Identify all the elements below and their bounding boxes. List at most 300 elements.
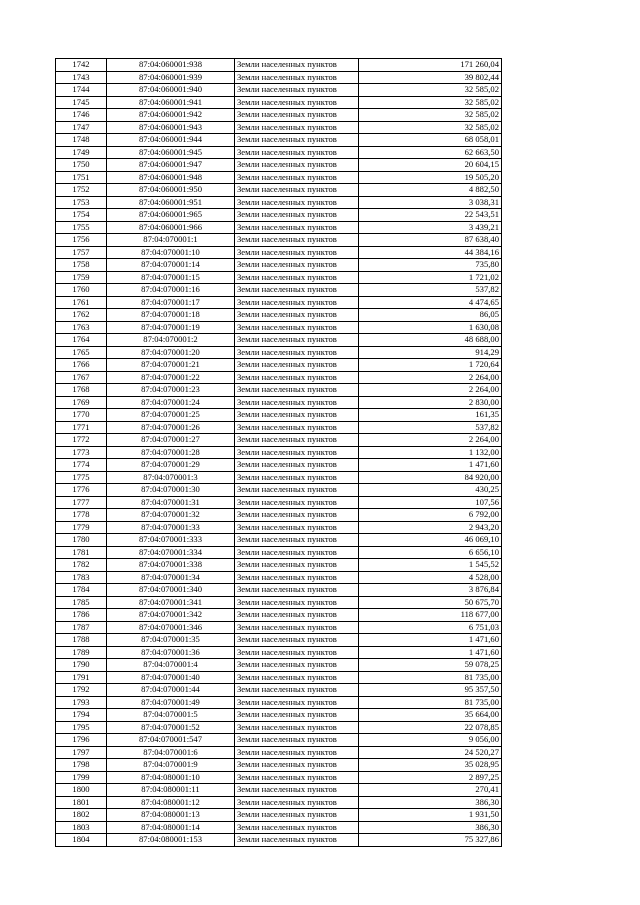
table-row bbox=[56, 709, 502, 722]
cadastral-value-cell: 3 876,84 bbox=[359, 584, 502, 597]
land-category-cell: Земли населенных пунктов bbox=[235, 796, 359, 809]
land-category-cell: Земли населенных пунктов bbox=[235, 784, 359, 797]
row-number-cell: 1757 bbox=[56, 246, 107, 259]
row-number-cell: 1798 bbox=[56, 759, 107, 772]
cadastral-value-cell: 32 585,02 bbox=[359, 109, 502, 122]
cadastral-value-cell: 2 897,25 bbox=[359, 771, 502, 784]
cadastral-value-cell: 2 264,00 bbox=[359, 434, 502, 447]
land-category-cell: Земли населенных пунктов bbox=[235, 334, 359, 347]
land-category-cell: Земли населенных пунктов bbox=[235, 146, 359, 159]
land-category-cell: Земли населенных пунктов bbox=[235, 646, 359, 659]
row-number-cell: 1755 bbox=[56, 221, 107, 234]
cadastral-number-cell: 87:04:060001:939 bbox=[107, 71, 235, 84]
cadastral-number-cell: 87:04:070001:346 bbox=[107, 621, 235, 634]
cadastral-number-cell: 87:04:070001:334 bbox=[107, 546, 235, 559]
table-row bbox=[56, 784, 502, 797]
table-row bbox=[56, 121, 502, 134]
cadastral-number-cell: 87:04:070001:17 bbox=[107, 296, 235, 309]
table-row bbox=[56, 359, 502, 372]
table-row bbox=[56, 109, 502, 122]
table-row bbox=[56, 684, 502, 697]
row-number-cell: 1747 bbox=[56, 121, 107, 134]
cadastral-value-cell: 35 664,00 bbox=[359, 709, 502, 722]
land-category-cell: Земли населенных пунктов bbox=[235, 559, 359, 572]
cadastral-value-cell: 1 721,02 bbox=[359, 271, 502, 284]
row-number-cell: 1765 bbox=[56, 346, 107, 359]
row-number-cell: 1778 bbox=[56, 509, 107, 522]
land-category-cell: Земли населенных пунктов bbox=[235, 684, 359, 697]
land-category-cell: Земли населенных пунктов bbox=[235, 159, 359, 172]
cadastral-number-cell: 87:04:070001:32 bbox=[107, 509, 235, 522]
table-row bbox=[56, 321, 502, 334]
cadastral-number-cell: 87:04:060001:942 bbox=[107, 109, 235, 122]
cadastral-number-cell: 87:04:070001:36 bbox=[107, 646, 235, 659]
table-row bbox=[56, 559, 502, 572]
row-number-cell: 1763 bbox=[56, 321, 107, 334]
table-row bbox=[56, 134, 502, 147]
cadastral-value-cell: 22 543,51 bbox=[359, 209, 502, 222]
cadastral-value-cell: 3 038,31 bbox=[359, 196, 502, 209]
cadastral-number-cell: 87:04:070001:1 bbox=[107, 234, 235, 247]
row-number-cell: 1784 bbox=[56, 584, 107, 597]
row-number-cell: 1776 bbox=[56, 484, 107, 497]
table-row bbox=[56, 371, 502, 384]
row-number-cell: 1791 bbox=[56, 671, 107, 684]
table-row bbox=[56, 721, 502, 734]
cadastral-value-cell: 1 471,60 bbox=[359, 634, 502, 647]
table-row bbox=[56, 334, 502, 347]
row-number-cell: 1744 bbox=[56, 84, 107, 97]
land-category-cell: Земли населенных пунктов bbox=[235, 659, 359, 672]
land-category-cell: Земли населенных пунктов bbox=[235, 759, 359, 772]
land-category-cell: Земли населенных пунктов bbox=[235, 59, 359, 72]
row-number-cell: 1742 bbox=[56, 59, 107, 72]
land-category-cell: Земли населенных пунктов bbox=[235, 109, 359, 122]
cadastral-number-cell: 87:04:060001:940 bbox=[107, 84, 235, 97]
row-number-cell: 1799 bbox=[56, 771, 107, 784]
land-category-cell: Земли населенных пунктов bbox=[235, 771, 359, 784]
cadastral-number-cell: 87:04:080001:153 bbox=[107, 834, 235, 847]
table-row bbox=[56, 146, 502, 159]
table-row bbox=[56, 609, 502, 622]
table-row bbox=[56, 596, 502, 609]
land-category-cell: Земли населенных пунктов bbox=[235, 309, 359, 322]
cadastral-value-cell: 107,56 bbox=[359, 496, 502, 509]
land-category-cell: Земли населенных пунктов bbox=[235, 534, 359, 547]
table-row bbox=[56, 271, 502, 284]
row-number-cell: 1794 bbox=[56, 709, 107, 722]
land-category-cell: Земли населенных пунктов bbox=[235, 134, 359, 147]
cadastral-number-cell: 87:04:080001:10 bbox=[107, 771, 235, 784]
cadastral-value-cell: 386,30 bbox=[359, 796, 502, 809]
cadastral-value-cell: 46 069,10 bbox=[359, 534, 502, 547]
row-number-cell: 1801 bbox=[56, 796, 107, 809]
cadastral-number-cell: 87:04:070001:22 bbox=[107, 371, 235, 384]
table-row bbox=[56, 584, 502, 597]
cadastral-value-cell: 75 327,86 bbox=[359, 834, 502, 847]
cadastral-number-cell: 87:04:070001:9 bbox=[107, 759, 235, 772]
cadastral-number-cell: 87:04:070001:5 bbox=[107, 709, 235, 722]
land-category-cell: Земли населенных пунктов bbox=[235, 721, 359, 734]
land-category-cell: Земли населенных пунктов bbox=[235, 296, 359, 309]
row-number-cell: 1749 bbox=[56, 146, 107, 159]
cadastral-value-cell: 4 882,50 bbox=[359, 184, 502, 197]
cadastral-value-cell: 87 638,40 bbox=[359, 234, 502, 247]
table-row bbox=[56, 171, 502, 184]
cadastral-value-cell: 9 056,00 bbox=[359, 734, 502, 747]
cadastral-value-cell: 2 264,00 bbox=[359, 384, 502, 397]
cadastral-number-cell: 87:04:060001:947 bbox=[107, 159, 235, 172]
land-category-cell: Земли населенных пунктов bbox=[235, 521, 359, 534]
table-row bbox=[56, 96, 502, 109]
cadastral-value-cell: 32 585,02 bbox=[359, 121, 502, 134]
row-number-cell: 1788 bbox=[56, 634, 107, 647]
table-row bbox=[56, 284, 502, 297]
cadastral-number-cell: 87:04:070001:23 bbox=[107, 384, 235, 397]
cadastral-number-cell: 87:04:070001:19 bbox=[107, 321, 235, 334]
land-category-cell: Земли населенных пунктов bbox=[235, 171, 359, 184]
cadastral-value-cell: 735,80 bbox=[359, 259, 502, 272]
cadastral-number-cell: 87:04:070001:2 bbox=[107, 334, 235, 347]
table-row bbox=[56, 834, 502, 847]
cadastral-value-cell: 6 656,10 bbox=[359, 546, 502, 559]
land-category-cell: Земли населенных пунктов bbox=[235, 346, 359, 359]
cadastral-value-cell: 95 357,50 bbox=[359, 684, 502, 697]
table-row bbox=[56, 421, 502, 434]
cadastral-value-cell: 1 630,08 bbox=[359, 321, 502, 334]
row-number-cell: 1751 bbox=[56, 171, 107, 184]
land-category-cell: Земли населенных пунктов bbox=[235, 609, 359, 622]
row-number-cell: 1764 bbox=[56, 334, 107, 347]
land-category-cell: Земли населенных пунктов bbox=[235, 496, 359, 509]
row-number-cell: 1797 bbox=[56, 746, 107, 759]
land-category-cell: Земли населенных пунктов bbox=[235, 509, 359, 522]
table-row bbox=[56, 484, 502, 497]
land-category-cell: Земли населенных пунктов bbox=[235, 834, 359, 847]
cadastral-value-cell: 3 439,21 bbox=[359, 221, 502, 234]
land-category-cell: Земли населенных пунктов bbox=[235, 571, 359, 584]
land-category-cell: Земли населенных пунктов bbox=[235, 321, 359, 334]
land-category-cell: Земли населенных пунктов bbox=[235, 71, 359, 84]
table-row bbox=[56, 496, 502, 509]
cadastral-number-cell: 87:04:070001:30 bbox=[107, 484, 235, 497]
cadastral-number-cell: 87:04:060001:945 bbox=[107, 146, 235, 159]
cadastral-value-cell: 4 528,00 bbox=[359, 571, 502, 584]
row-number-cell: 1789 bbox=[56, 646, 107, 659]
cadastral-number-cell: 87:04:080001:14 bbox=[107, 821, 235, 834]
cadastral-number-cell: 87:04:070001:40 bbox=[107, 671, 235, 684]
table-row bbox=[56, 71, 502, 84]
table-row bbox=[56, 446, 502, 459]
table-row bbox=[56, 521, 502, 534]
cadastral-value-cell: 6 751,03 bbox=[359, 621, 502, 634]
cadastral-value-cell: 1 471,60 bbox=[359, 646, 502, 659]
cadastral-value-cell: 32 585,02 bbox=[359, 96, 502, 109]
table-row bbox=[56, 634, 502, 647]
cadastral-value-cell: 171 260,04 bbox=[359, 59, 502, 72]
cadastral-value-cell: 2 264,00 bbox=[359, 371, 502, 384]
cadastral-value-cell: 6 792,00 bbox=[359, 509, 502, 522]
table-row bbox=[56, 234, 502, 247]
land-category-cell: Земли населенных пунктов bbox=[235, 221, 359, 234]
land-category-cell: Земли населенных пунктов bbox=[235, 409, 359, 422]
cadastral-number-cell: 87:04:070001:20 bbox=[107, 346, 235, 359]
row-number-cell: 1762 bbox=[56, 309, 107, 322]
table-row bbox=[56, 434, 502, 447]
cadastral-number-cell: 87:04:060001:951 bbox=[107, 196, 235, 209]
row-number-cell: 1743 bbox=[56, 71, 107, 84]
cadastral-number-cell: 87:04:060001:944 bbox=[107, 134, 235, 147]
cadastral-number-cell: 87:04:060001:941 bbox=[107, 96, 235, 109]
cadastral-number-cell: 87:04:060001:950 bbox=[107, 184, 235, 197]
table-row bbox=[56, 696, 502, 709]
row-number-cell: 1769 bbox=[56, 396, 107, 409]
cadastral-number-cell: 87:04:070001:25 bbox=[107, 409, 235, 422]
cadastral-value-cell: 59 078,25 bbox=[359, 659, 502, 672]
row-number-cell: 1787 bbox=[56, 621, 107, 634]
cadastral-number-cell: 87:04:070001:338 bbox=[107, 559, 235, 572]
cadastral-number-cell: 87:04:070001:6 bbox=[107, 746, 235, 759]
cadastral-value-cell: 1 545,52 bbox=[359, 559, 502, 572]
row-number-cell: 1772 bbox=[56, 434, 107, 447]
cadastral-value-cell: 62 663,50 bbox=[359, 146, 502, 159]
table-row bbox=[56, 209, 502, 222]
table-row bbox=[56, 746, 502, 759]
row-number-cell: 1754 bbox=[56, 209, 107, 222]
cadastral-number-cell: 87:04:070001:18 bbox=[107, 309, 235, 322]
table-row bbox=[56, 196, 502, 209]
land-category-cell: Земли населенных пунктов bbox=[235, 196, 359, 209]
cadastral-value-cell: 81 735,00 bbox=[359, 671, 502, 684]
land-category-cell: Земли населенных пунктов bbox=[235, 84, 359, 97]
cadastral-value-cell: 1 132,00 bbox=[359, 446, 502, 459]
table-row bbox=[56, 471, 502, 484]
cadastral-number-cell: 87:04:070001:34 bbox=[107, 571, 235, 584]
row-number-cell: 1800 bbox=[56, 784, 107, 797]
cadastral-value-cell: 86,05 bbox=[359, 309, 502, 322]
table-row bbox=[56, 796, 502, 809]
table-row bbox=[56, 646, 502, 659]
table-row bbox=[56, 809, 502, 822]
table-row bbox=[56, 84, 502, 97]
land-category-cell: Земли населенных пунктов bbox=[235, 546, 359, 559]
land-category-cell: Земли населенных пунктов bbox=[235, 184, 359, 197]
cadastral-value-cell: 39 802,44 bbox=[359, 71, 502, 84]
cadastral-number-cell: 87:04:070001:341 bbox=[107, 596, 235, 609]
land-category-cell: Земли населенных пунктов bbox=[235, 709, 359, 722]
cadastral-number-cell: 87:04:070001:10 bbox=[107, 246, 235, 259]
row-number-cell: 1785 bbox=[56, 596, 107, 609]
cadastral-value-cell: 1 931,50 bbox=[359, 809, 502, 822]
cadastral-number-cell: 87:04:060001:965 bbox=[107, 209, 235, 222]
table-row bbox=[56, 346, 502, 359]
row-number-cell: 1783 bbox=[56, 571, 107, 584]
row-number-cell: 1780 bbox=[56, 534, 107, 547]
row-number-cell: 1750 bbox=[56, 159, 107, 172]
row-number-cell: 1745 bbox=[56, 96, 107, 109]
land-category-cell: Земли населенных пунктов bbox=[235, 96, 359, 109]
land-category-cell: Земли населенных пунктов bbox=[235, 246, 359, 259]
row-number-cell: 1790 bbox=[56, 659, 107, 672]
row-number-cell: 1802 bbox=[56, 809, 107, 822]
row-number-cell: 1756 bbox=[56, 234, 107, 247]
table-row bbox=[56, 259, 502, 272]
land-category-cell: Земли населенных пунктов bbox=[235, 284, 359, 297]
cadastral-number-cell: 87:04:060001:948 bbox=[107, 171, 235, 184]
row-number-cell: 1771 bbox=[56, 421, 107, 434]
land-category-cell: Земли населенных пунктов bbox=[235, 459, 359, 472]
row-number-cell: 1761 bbox=[56, 296, 107, 309]
table-row bbox=[56, 309, 502, 322]
land-category-cell: Земли населенных пунктов bbox=[235, 746, 359, 759]
cadastral-value-cell: 386,30 bbox=[359, 821, 502, 834]
registry-table-body bbox=[56, 59, 502, 847]
cadastral-value-cell: 19 505,20 bbox=[359, 171, 502, 184]
land-category-cell: Земли населенных пунктов bbox=[235, 259, 359, 272]
row-number-cell: 1782 bbox=[56, 559, 107, 572]
row-number-cell: 1773 bbox=[56, 446, 107, 459]
table-row bbox=[56, 409, 502, 422]
row-number-cell: 1753 bbox=[56, 196, 107, 209]
cadastral-number-cell: 87:04:070001:31 bbox=[107, 496, 235, 509]
cadastral-value-cell: 50 675,70 bbox=[359, 596, 502, 609]
row-number-cell: 1775 bbox=[56, 471, 107, 484]
table-row bbox=[56, 296, 502, 309]
row-number-cell: 1796 bbox=[56, 734, 107, 747]
cadastral-number-cell: 87:04:070001:27 bbox=[107, 434, 235, 447]
table-row bbox=[56, 509, 502, 522]
row-number-cell: 1803 bbox=[56, 821, 107, 834]
cadastral-number-cell: 87:04:060001:943 bbox=[107, 121, 235, 134]
cadastral-value-cell: 118 677,00 bbox=[359, 609, 502, 622]
land-category-cell: Земли населенных пунктов bbox=[235, 634, 359, 647]
cadastral-number-cell: 87:04:060001:938 bbox=[107, 59, 235, 72]
cadastral-value-cell: 24 520,27 bbox=[359, 746, 502, 759]
table-row bbox=[56, 246, 502, 259]
table-row bbox=[56, 59, 502, 72]
land-category-cell: Земли населенных пунктов bbox=[235, 371, 359, 384]
cadastral-value-cell: 270,41 bbox=[359, 784, 502, 797]
cadastral-number-cell: 87:04:080001:13 bbox=[107, 809, 235, 822]
land-category-cell: Земли населенных пунктов bbox=[235, 596, 359, 609]
land-category-cell: Земли населенных пунктов bbox=[235, 471, 359, 484]
table-row bbox=[56, 759, 502, 772]
table-row bbox=[56, 184, 502, 197]
land-category-cell: Земли населенных пунктов bbox=[235, 271, 359, 284]
cadastral-value-cell: 81 735,00 bbox=[359, 696, 502, 709]
cadastral-number-cell: 87:04:070001:52 bbox=[107, 721, 235, 734]
table-row bbox=[56, 546, 502, 559]
row-number-cell: 1767 bbox=[56, 371, 107, 384]
row-number-cell: 1795 bbox=[56, 721, 107, 734]
land-category-cell: Земли населенных пунктов bbox=[235, 621, 359, 634]
row-number-cell: 1804 bbox=[56, 834, 107, 847]
cadastral-value-cell: 2 943,20 bbox=[359, 521, 502, 534]
row-number-cell: 1759 bbox=[56, 271, 107, 284]
cadastral-number-cell: 87:04:070001:547 bbox=[107, 734, 235, 747]
table-row bbox=[56, 671, 502, 684]
land-category-cell: Земли населенных пунктов bbox=[235, 734, 359, 747]
table-row bbox=[56, 221, 502, 234]
cadastral-value-cell: 68 058,01 bbox=[359, 134, 502, 147]
cadastral-value-cell: 914,29 bbox=[359, 346, 502, 359]
row-number-cell: 1768 bbox=[56, 384, 107, 397]
land-category-cell: Земли населенных пунктов bbox=[235, 434, 359, 447]
cadastral-value-cell: 537,82 bbox=[359, 284, 502, 297]
cadastral-number-cell: 87:04:070001:29 bbox=[107, 459, 235, 472]
cadastral-number-cell: 87:04:070001:3 bbox=[107, 471, 235, 484]
cadastral-value-cell: 4 474,65 bbox=[359, 296, 502, 309]
cadastral-value-cell: 1 720,64 bbox=[359, 359, 502, 372]
row-number-cell: 1766 bbox=[56, 359, 107, 372]
cadastral-number-cell: 87:04:080001:11 bbox=[107, 784, 235, 797]
land-category-cell: Земли населенных пунктов bbox=[235, 359, 359, 372]
table-row bbox=[56, 621, 502, 634]
land-category-cell: Земли населенных пунктов bbox=[235, 121, 359, 134]
cadastral-number-cell: 87:04:070001:33 bbox=[107, 521, 235, 534]
cadastral-value-cell: 1 471,60 bbox=[359, 459, 502, 472]
table-row bbox=[56, 659, 502, 672]
row-number-cell: 1758 bbox=[56, 259, 107, 272]
land-category-cell: Земли населенных пунктов bbox=[235, 396, 359, 409]
land-category-cell: Земли населенных пунктов bbox=[235, 584, 359, 597]
cadastral-number-cell: 87:04:070001:14 bbox=[107, 259, 235, 272]
cadastral-value-cell: 537,82 bbox=[359, 421, 502, 434]
row-number-cell: 1748 bbox=[56, 134, 107, 147]
table-row bbox=[56, 159, 502, 172]
row-number-cell: 1752 bbox=[56, 184, 107, 197]
table-row bbox=[56, 571, 502, 584]
land-category-cell: Земли населенных пунктов bbox=[235, 446, 359, 459]
row-number-cell: 1760 bbox=[56, 284, 107, 297]
table-row bbox=[56, 821, 502, 834]
cadastral-number-cell: 87:04:070001:16 bbox=[107, 284, 235, 297]
cadastral-value-cell: 20 604,15 bbox=[359, 159, 502, 172]
cadastral-value-cell: 2 830,00 bbox=[359, 396, 502, 409]
row-number-cell: 1777 bbox=[56, 496, 107, 509]
table-row bbox=[56, 771, 502, 784]
cadastral-number-cell: 87:04:070001:333 bbox=[107, 534, 235, 547]
cadastral-number-cell: 87:04:070001:21 bbox=[107, 359, 235, 372]
cadastral-number-cell: 87:04:070001:342 bbox=[107, 609, 235, 622]
cadastral-number-cell: 87:04:070001:44 bbox=[107, 684, 235, 697]
row-number-cell: 1786 bbox=[56, 609, 107, 622]
land-category-cell: Земли населенных пунктов bbox=[235, 421, 359, 434]
land-category-cell: Земли населенных пунктов bbox=[235, 821, 359, 834]
cadastral-number-cell: 87:04:070001:4 bbox=[107, 659, 235, 672]
row-number-cell: 1779 bbox=[56, 521, 107, 534]
cadastral-number-cell: 87:04:070001:35 bbox=[107, 634, 235, 647]
cadastral-number-cell: 87:04:070001:340 bbox=[107, 584, 235, 597]
row-number-cell: 1792 bbox=[56, 684, 107, 697]
row-number-cell: 1770 bbox=[56, 409, 107, 422]
cadastral-number-cell: 87:04:070001:24 bbox=[107, 396, 235, 409]
cadastral-number-cell: 87:04:070001:15 bbox=[107, 271, 235, 284]
cadastral-value-cell: 35 028,95 bbox=[359, 759, 502, 772]
land-category-cell: Земли населенных пунктов bbox=[235, 809, 359, 822]
cadastral-value-cell: 32 585,02 bbox=[359, 84, 502, 97]
cadastral-value-cell: 430,25 bbox=[359, 484, 502, 497]
cadastral-value-cell: 84 920,00 bbox=[359, 471, 502, 484]
land-registry-table bbox=[55, 58, 502, 847]
cadastral-value-cell: 161,35 bbox=[359, 409, 502, 422]
table-row bbox=[56, 459, 502, 472]
row-number-cell: 1746 bbox=[56, 109, 107, 122]
row-number-cell: 1774 bbox=[56, 459, 107, 472]
land-category-cell: Земли населенных пунктов bbox=[235, 696, 359, 709]
land-category-cell: Земли населенных пунктов bbox=[235, 209, 359, 222]
cadastral-value-cell: 48 688,00 bbox=[359, 334, 502, 347]
